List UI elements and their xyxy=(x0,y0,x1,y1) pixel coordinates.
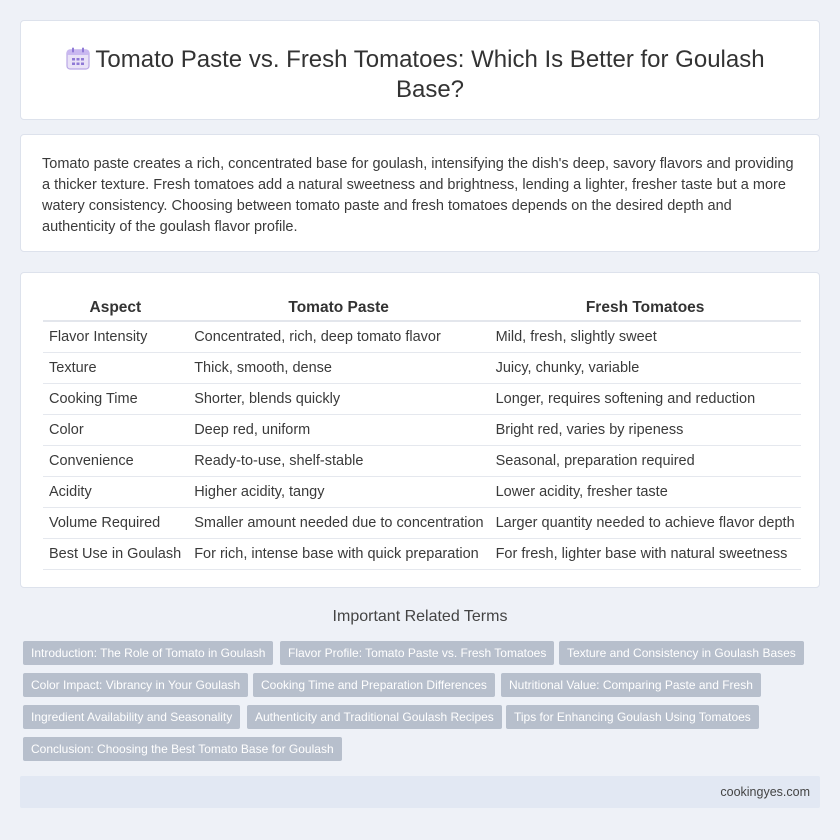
table-cell-paste: Smaller amount needed due to concentration xyxy=(188,507,490,538)
table-cell-fresh: Juicy, chunky, variable xyxy=(490,352,801,383)
table-row xyxy=(43,507,801,538)
footer-site-name[interactable]: cookingyes.com xyxy=(720,785,810,799)
table-row xyxy=(43,538,801,569)
table-header-row xyxy=(43,295,801,321)
table-row xyxy=(43,352,801,383)
table-cell-aspect: Color xyxy=(43,414,188,445)
title-card xyxy=(20,20,820,120)
table-cell-aspect: Texture xyxy=(43,352,188,383)
table-cell-fresh: Bright red, varies by ripeness xyxy=(490,414,801,445)
column-header-fresh-tomatoes: Fresh Tomatoes xyxy=(490,295,801,321)
table-cell-paste: Ready-to-use, shelf-stable xyxy=(188,445,490,476)
comparison-table xyxy=(43,295,801,570)
table-cell-fresh: Seasonal, preparation required xyxy=(490,445,801,476)
related-term-tag[interactable]: Color Impact: Vibrancy in Your Goulash xyxy=(23,673,248,697)
table-cell-fresh: Larger quantity needed to achieve flavor depth xyxy=(490,507,801,538)
table-cell-aspect: Acidity xyxy=(43,476,188,507)
table-cell-fresh: Lower acidity, fresher taste xyxy=(490,476,801,507)
table-row xyxy=(43,414,801,445)
table-cell-paste: Higher acidity, tangy xyxy=(188,476,490,507)
table-cell-fresh: Longer, requires softening and reduction xyxy=(490,383,801,414)
related-term-tag[interactable]: Texture and Consistency in Goulash Bases xyxy=(559,641,804,665)
related-term-tag[interactable]: Tips for Enhancing Goulash Using Tomatoes xyxy=(506,705,759,729)
table-cell-paste: Thick, smooth, dense xyxy=(188,352,490,383)
table-cell-fresh: For fresh, lighter base with natural sweetness xyxy=(490,538,801,569)
page-title xyxy=(81,45,779,105)
footer xyxy=(20,776,820,808)
table-cell-paste: For rich, intense base with quick preparation xyxy=(188,538,490,569)
related-term-tag[interactable]: Cooking Time and Preparation Differences xyxy=(253,673,495,697)
page-title-line-2: Base? xyxy=(395,76,465,103)
table-row xyxy=(43,383,801,414)
table-row xyxy=(43,445,801,476)
table-cell-aspect: Convenience xyxy=(43,445,188,476)
table-cell-aspect: Flavor Intensity xyxy=(43,321,188,352)
related-term-tag[interactable]: Nutritional Value: Comparing Paste and Fresh xyxy=(501,673,761,697)
intro-card xyxy=(20,134,820,252)
related-term-tag[interactable]: Authenticity and Traditional Goulash Recipes xyxy=(247,705,502,729)
related-term-tag[interactable]: Ingredient Availability and Seasonality xyxy=(23,705,240,729)
related-term-tag[interactable]: Flavor Profile: Tomato Paste vs. Fresh Tomatoes xyxy=(280,641,554,665)
column-header-tomato-paste: Tomato Paste xyxy=(188,295,490,321)
table-cell-fresh: Mild, fresh, slightly sweet xyxy=(490,321,801,352)
related-terms-title: Important Related Terms xyxy=(332,608,508,625)
table-row xyxy=(43,321,801,352)
related-term-tag[interactable]: Conclusion: Choosing the Best Tomato Base for Goulash xyxy=(23,737,342,761)
comparison-table-card xyxy=(20,272,820,588)
column-header-aspect: Aspect xyxy=(43,295,188,321)
table-cell-paste: Shorter, blends quickly xyxy=(188,383,490,414)
table-cell-aspect: Cooking Time xyxy=(43,383,188,414)
table-cell-paste: Concentrated, rich, deep tomato flavor xyxy=(188,321,490,352)
table-cell-aspect: Volume Required xyxy=(43,507,188,538)
table-row xyxy=(43,476,801,507)
table-cell-aspect: Best Use in Goulash xyxy=(43,538,188,569)
table-cell-paste: Deep red, uniform xyxy=(188,414,490,445)
intro-paragraph: Tomato paste creates a rich, concentrated base for goulash, intensifying the dish's deep, savory flavors and providing a thicker texture. Fresh tomatoes add a natural sweetness and brightness, lending a lighter, fresher taste but a more watery consistency. Choosing between tomato paste and fresh tomatoes depends on the desired depth and authenticity of the goulash flavor profile. xyxy=(42,156,794,235)
page-title-line-1: Tomato Paste vs. Fresh Tomatoes: Which Is Better for Goulash xyxy=(95,46,765,73)
related-term-tag[interactable]: Introduction: The Role of Tomato in Goulash xyxy=(23,641,273,665)
